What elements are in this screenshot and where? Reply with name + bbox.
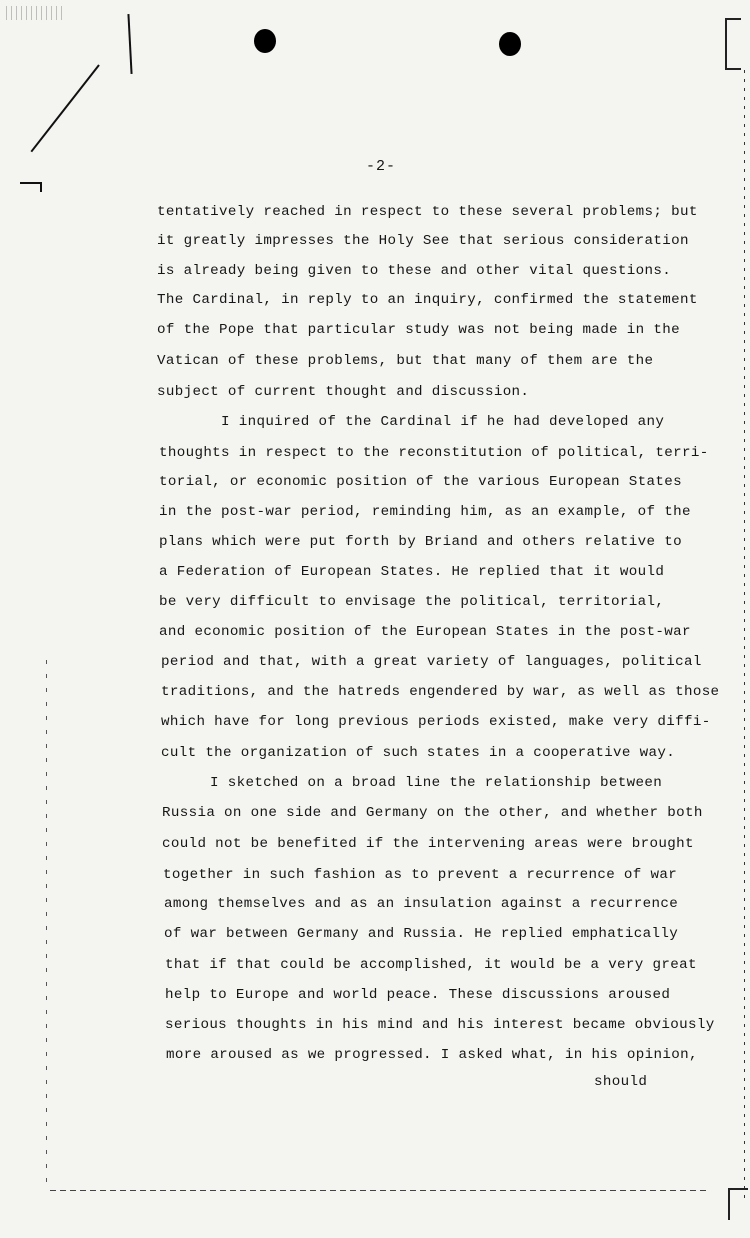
page-number: -2-	[366, 158, 397, 175]
text-line: serious thoughts in his mind and his interest became obviously	[165, 1017, 715, 1033]
scan-bracket	[725, 18, 741, 70]
text-line: Russia on one side and Germany on the other, and whether both	[162, 805, 703, 821]
scan-noise	[6, 6, 66, 20]
text-line: Vatican of these problems, but that many of them are the	[157, 353, 654, 369]
page-edge-left	[46, 660, 47, 1190]
punch-hole	[499, 32, 521, 56]
text-line: together in such fashion as to prevent a recurrence of war	[163, 867, 678, 883]
text-line: a Federation of European States. He replied that it would	[159, 564, 665, 580]
scan-mark	[127, 14, 132, 74]
text-line: and economic position of the European States in the post-war	[159, 624, 691, 640]
text-line: more aroused as we progressed. I asked what, in his opinion,	[166, 1047, 698, 1063]
text-line: cult the organization of such states in a cooperative way.	[161, 745, 676, 761]
text-line: help to Europe and world peace. These discussions aroused	[165, 987, 671, 1003]
text-line: subject of current thought and discussion.	[157, 384, 530, 400]
page-edge-bottom	[50, 1190, 710, 1191]
punch-hole	[254, 29, 276, 53]
text-line: that if that could be accomplished, it would be a very great	[165, 957, 697, 973]
text-line: of the Pope that particular study was not being made in the	[157, 322, 680, 338]
scan-mark	[20, 182, 42, 184]
page-edge-right	[744, 70, 745, 1200]
text-line: plans which were put forth by Briand and others relative to	[159, 534, 682, 550]
text-line: in the post-war period, reminding him, as an example, of the	[159, 504, 691, 520]
text-line: The Cardinal, in reply to an inquiry, confirmed the statement	[157, 292, 698, 308]
text-line: it greatly impresses the Holy See that serious consideration	[157, 233, 689, 249]
text-line: I inquired of the Cardinal if he had developed any	[221, 414, 665, 430]
text-line: which have for long previous periods existed, make very diffi-	[161, 714, 711, 730]
text-line: thoughts in respect to the reconstitution of political, terri-	[159, 445, 709, 461]
catchword: should	[594, 1074, 648, 1090]
scan-corner	[728, 1188, 748, 1220]
text-line: among themselves and as an insulation against a recurrence	[164, 896, 679, 912]
scan-mark	[30, 64, 99, 152]
text-line: period and that, with a great variety of languages, political	[161, 654, 702, 670]
text-line: be very difficult to envisage the political, territorial,	[159, 594, 665, 610]
text-line: traditions, and the hatreds engendered by war, as well as those	[161, 684, 720, 700]
text-line: of war between Germany and Russia. He replied emphatically	[164, 926, 679, 942]
text-line: tentatively reached in respect to these several problems; but	[157, 204, 698, 220]
scan-mark	[40, 182, 42, 192]
text-line: is already being given to these and other vital questions.	[157, 263, 672, 279]
text-line: torial, or economic position of the various European States	[159, 474, 682, 490]
text-line: I sketched on a broad line the relationship between	[210, 775, 663, 791]
text-line: could not be benefited if the intervening areas were brought	[162, 836, 694, 852]
